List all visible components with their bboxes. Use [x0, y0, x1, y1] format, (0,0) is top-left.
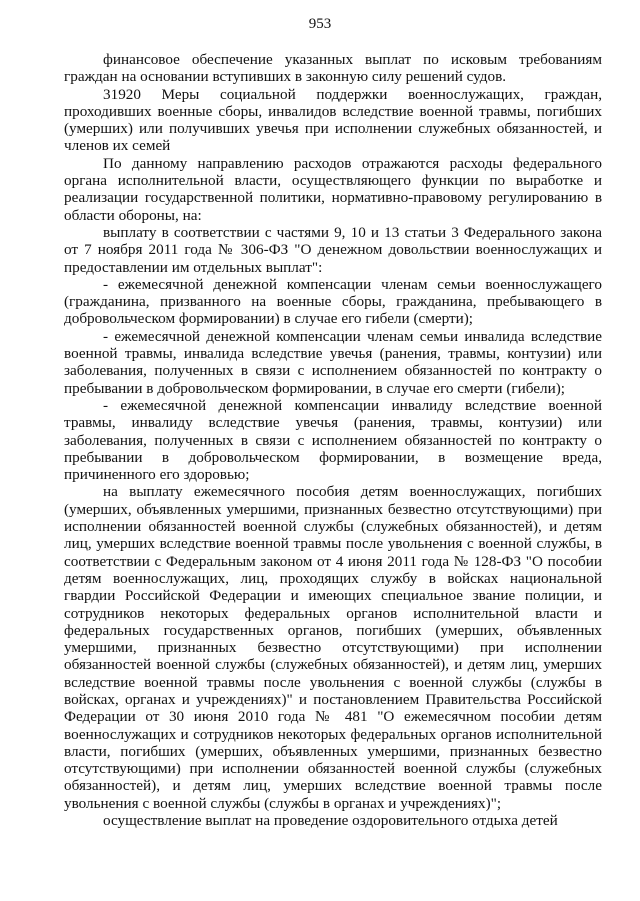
paragraph-3: По данному направлению расходов отражаются расходы федерального органа исполнительной власти, осуществляющего функции по выработке и реализации государственной политики, нормативно-правовому регулированию в области обороны, на: [64, 154, 602, 224]
paragraph-4: выплату в соответствии с частями 9, 10 и 13 статьи 3 Федерального закона от 7 ноября 2011 года № 306-ФЗ "О денежном довольствии военнослужащих и предоставлении им отдельных выплат": [64, 223, 602, 276]
paragraph-9: осуществление выплат на проведение оздоровительного отдыха детей [103, 812, 558, 830]
page-number: 953 [308, 16, 332, 32]
list-item-1: - ежемесячной денежной компенсации членам семьи военнослужащего (гражданина, призванного на военные сборы, гражданина, пребывающего в добровольческом формировании) в случае его гибели (смерти); [64, 275, 602, 328]
paragraph-8: на выплату ежемесячного пособия детям военнослужащих, погибших (умерших, объявленных умершими, признанных безвестно отсутствующими) при исполнении обязанностей военной службы (служебных обязанностей), и детям лиц, умерших вследствие военной травмы после увольнения с военной службы, в соответствии с Федеральным законом от 4 июня 2011 года № 128-ФЗ "О пособии детям военнослужащих, лиц, проходящих службу в войсках национальной гвардии Российской Федерации и имеющих специальное звание полиции, и сотрудников некоторых федеральных органов исполнительной власти и федеральных государственных органов, погибших (умерших, объявленных умершими, признанных безвестно отсутствующими) при исполнении обязанностей военной службы (служебных обязанностей), и детям лиц, умерших вследствие военной травмы после увольнения с военной службы (службы в войсках, органах и учреждениях)" и постановлением Правительства Российской Федерации от 30 июня 2010 года № 481 "О ежемесячном пособии детям военнослужащих и сотрудников некоторых федеральных органов исполнительной власти, погибших (умерших, объявленных умершими, признанных безвестно отсутствующими) при исполнении обязанностей военной службы (служебных обязанностей), и детям лиц, умерших вследствие военной травмы после увольнения с военной службы (службы в органах и учреждениях)"; [64, 483, 602, 812]
page-body [64, 51, 602, 829]
list-item-2: - ежемесячной денежной компенсации членам семьи инвалида вследствие военной травмы, инвалида вследствие увечья (ранения, травмы, контузии) или заболевания, полученных в связи с исполнением обязанностей по контракту о пребывании в добровольческом формировании, в случае его смерти (гибели); [64, 327, 602, 397]
list-item-3: - ежемесячной денежной компенсации инвалиду вследствие военной травмы, инвалиду вследствие увечья (ранения, травмы, контузии) или заболевания, полученных в связи с исполнением обязанностей по контракту о пребывании в добровольческом формировании, в возмещение вреда, причиненного его здоровью; [64, 396, 602, 484]
section-heading-31920: 31920 Меры социальной поддержки военнослужащих, граждан, проходивших военные сборы, инвалидов вследствие военной травмы, погибших (умерших) или получивших увечья при исполнении служебных обязанностей, и членов их семей [64, 85, 602, 155]
paragraph-1: финансовое обеспечение указанных выплат по исковым требованиям граждан на основании вступивших в законную силу решений судов. [64, 51, 602, 86]
